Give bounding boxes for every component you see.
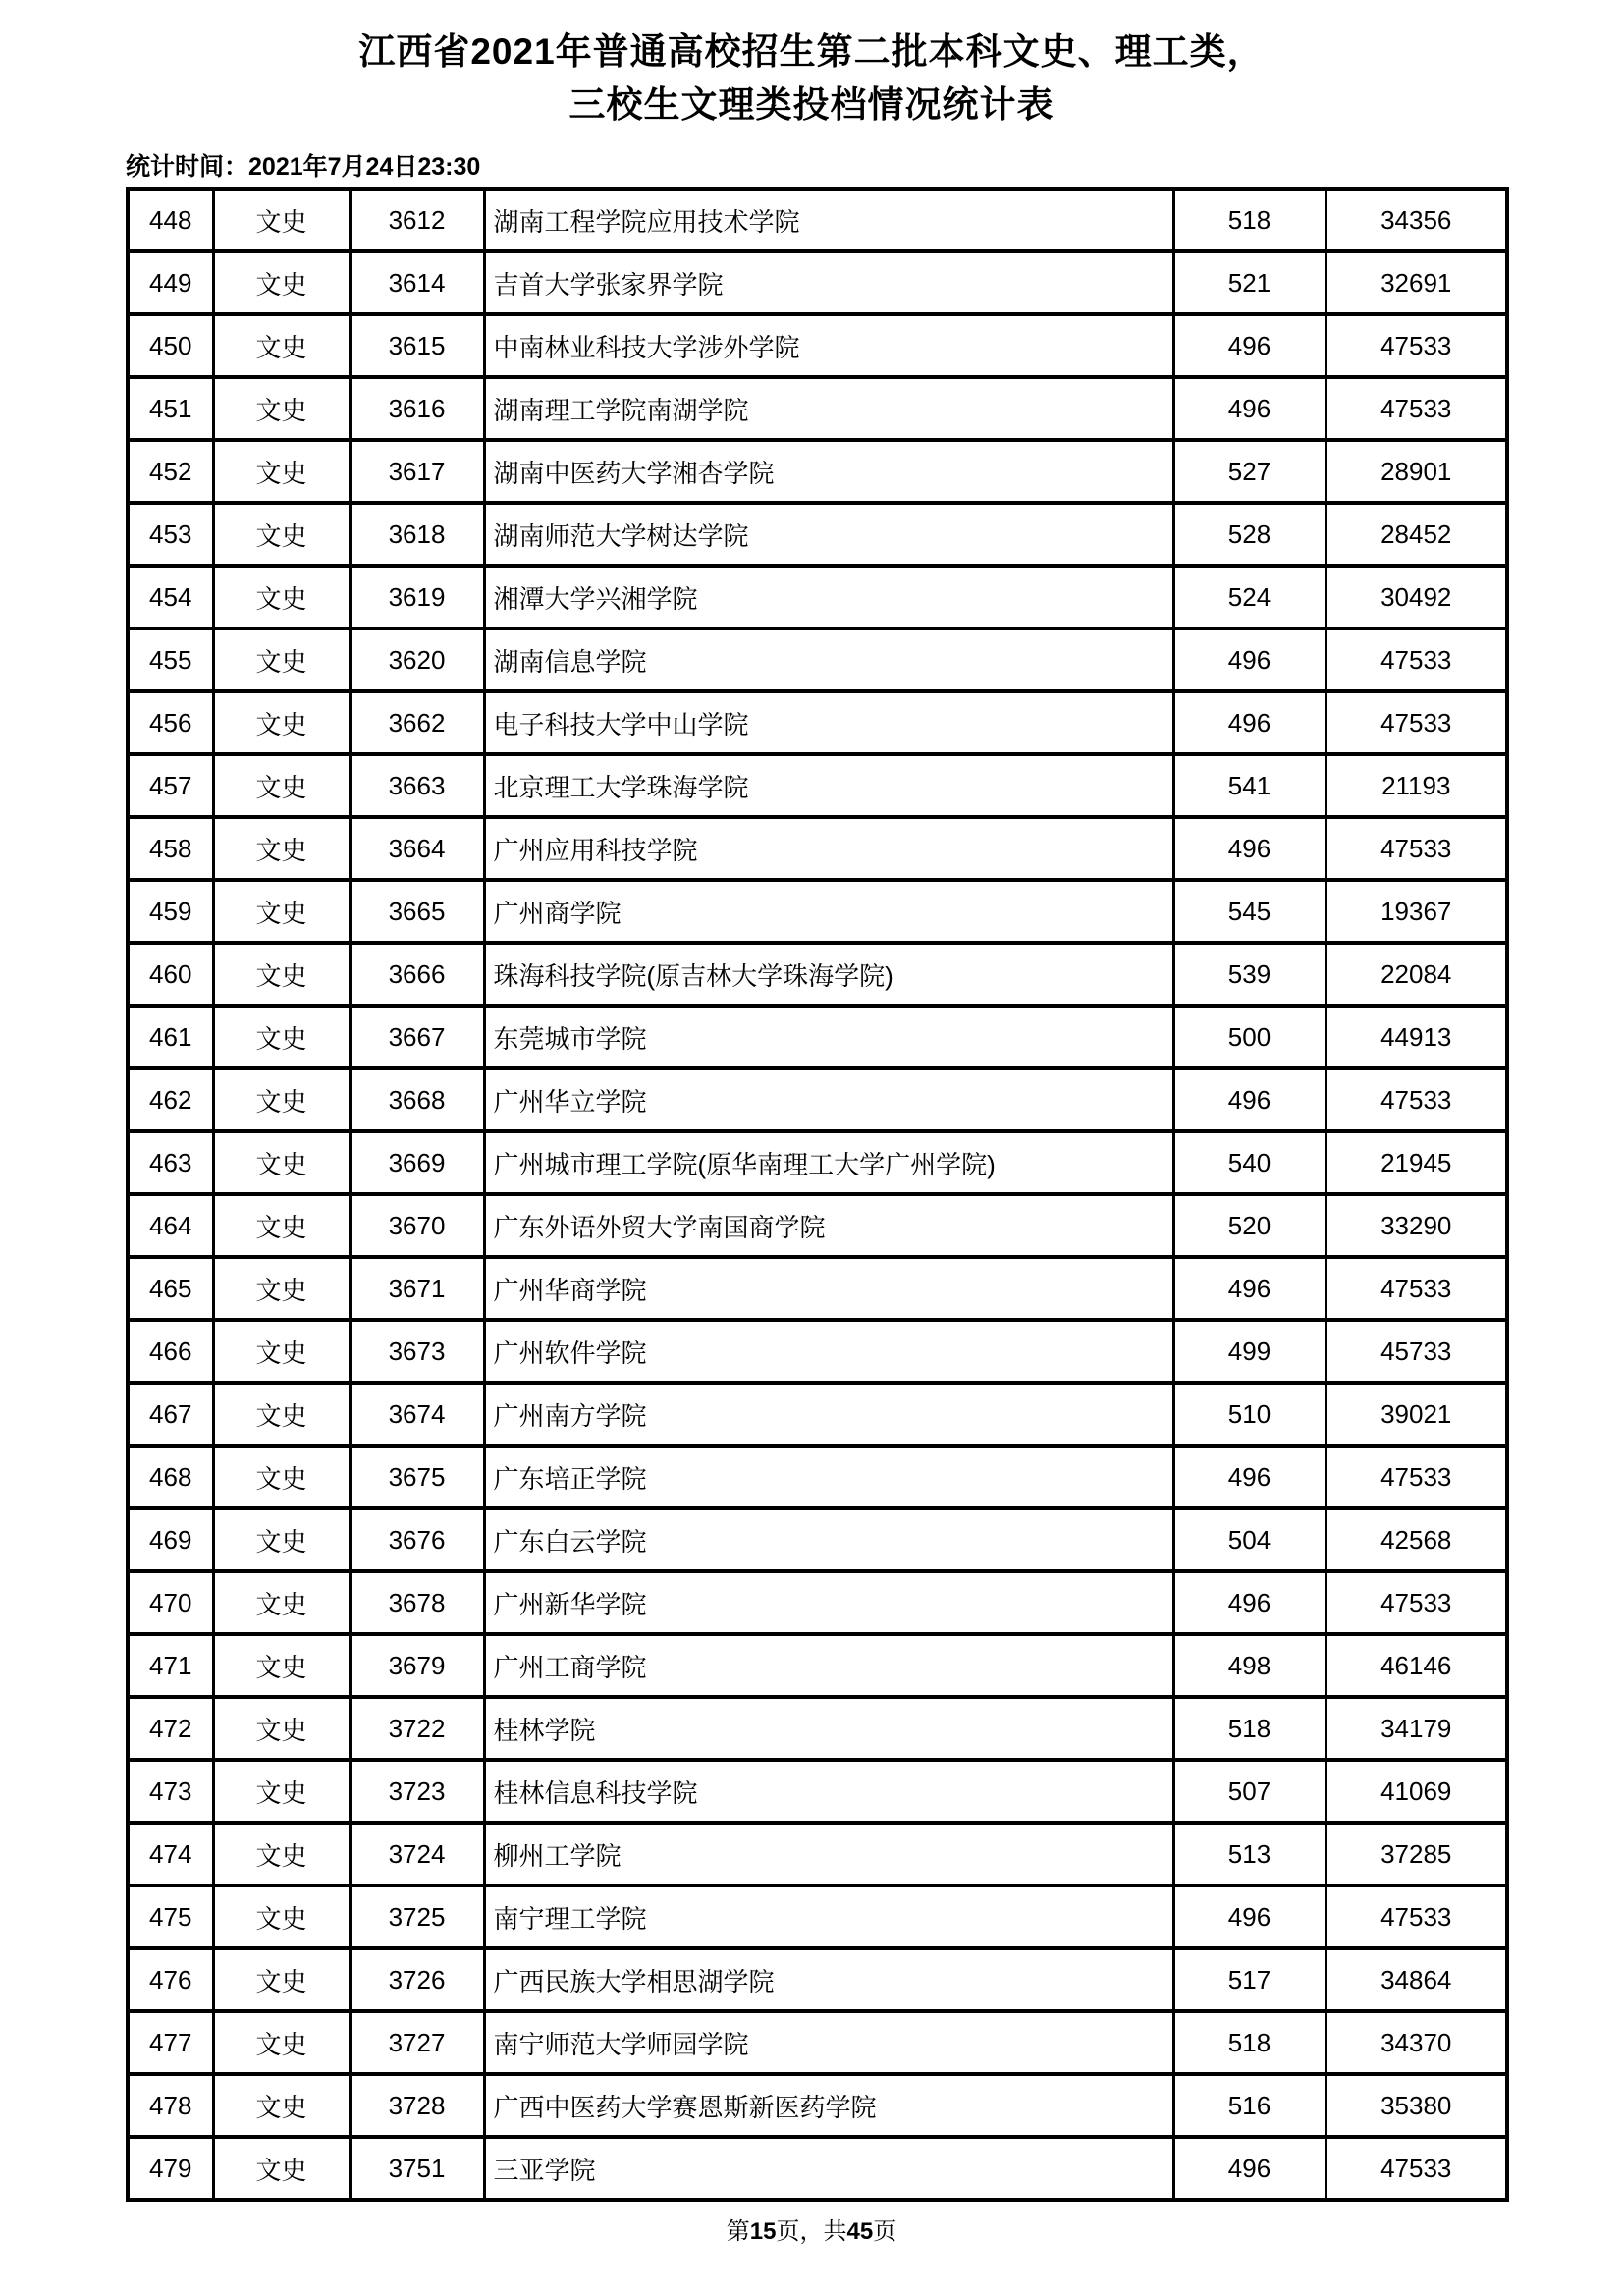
cell-school-name: 桂林学院 bbox=[484, 1697, 1173, 1760]
cell-category: 文史 bbox=[213, 1257, 350, 1320]
cell-school-name: 广东白云学院 bbox=[484, 1508, 1173, 1571]
page-footer bbox=[0, 2217, 1623, 2247]
cell-school-code: 3674 bbox=[350, 1383, 484, 1446]
cell-category: 文史 bbox=[213, 1634, 350, 1697]
footer-total-pages: 45 bbox=[846, 2218, 874, 2245]
cell-row-number: 476 bbox=[128, 1948, 213, 2011]
cell-school-name: 广州华商学院 bbox=[484, 1257, 1173, 1320]
cell-rank: 37285 bbox=[1325, 1823, 1507, 1886]
cell-score: 518 bbox=[1173, 2011, 1325, 2074]
cell-score: 518 bbox=[1173, 1697, 1325, 1760]
cell-school-code: 3618 bbox=[350, 503, 484, 566]
cell-school-code: 3723 bbox=[350, 1760, 484, 1823]
cell-row-number: 450 bbox=[128, 314, 213, 377]
cell-school-name: 三亚学院 bbox=[484, 2137, 1173, 2200]
cell-rank: 46146 bbox=[1325, 1634, 1507, 1697]
cell-school-name: 中南林业科技大学涉外学院 bbox=[484, 314, 1173, 377]
cell-row-number: 459 bbox=[128, 880, 213, 943]
cell-score: 540 bbox=[1173, 1131, 1325, 1194]
cell-rank: 47533 bbox=[1325, 629, 1507, 691]
cell-rank: 22084 bbox=[1325, 943, 1507, 1006]
table-row bbox=[128, 1760, 1507, 1823]
cell-row-number: 448 bbox=[128, 189, 213, 251]
cell-category: 文史 bbox=[213, 1446, 350, 1508]
cell-school-code: 3671 bbox=[350, 1257, 484, 1320]
cell-school-name: 广州商学院 bbox=[484, 880, 1173, 943]
cell-school-code: 3616 bbox=[350, 377, 484, 440]
cell-category: 文史 bbox=[213, 1194, 350, 1257]
cell-category: 文史 bbox=[213, 1068, 350, 1131]
cell-row-number: 460 bbox=[128, 943, 213, 1006]
cell-school-name: 广州工商学院 bbox=[484, 1634, 1173, 1697]
cell-school-code: 3615 bbox=[350, 314, 484, 377]
cell-score: 507 bbox=[1173, 1760, 1325, 1823]
cell-score: 521 bbox=[1173, 251, 1325, 314]
cell-school-name: 广州应用科技学院 bbox=[484, 817, 1173, 880]
cell-category: 文史 bbox=[213, 880, 350, 943]
cell-school-name: 广州软件学院 bbox=[484, 1320, 1173, 1383]
stat-time bbox=[126, 151, 1623, 183]
cell-school-code: 3662 bbox=[350, 691, 484, 754]
cell-school-code: 3614 bbox=[350, 251, 484, 314]
table-row bbox=[128, 1320, 1507, 1383]
cell-score: 500 bbox=[1173, 1006, 1325, 1068]
cell-score: 527 bbox=[1173, 440, 1325, 503]
table-row bbox=[128, 629, 1507, 691]
cell-rank: 47533 bbox=[1325, 377, 1507, 440]
cell-rank: 21193 bbox=[1325, 754, 1507, 817]
table-row bbox=[128, 880, 1507, 943]
footer-suffix: 页 bbox=[873, 2218, 897, 2245]
cell-row-number: 454 bbox=[128, 566, 213, 629]
table-row bbox=[128, 1006, 1507, 1068]
cell-row-number: 473 bbox=[128, 1760, 213, 1823]
cell-score: 496 bbox=[1173, 629, 1325, 691]
table-row bbox=[128, 943, 1507, 1006]
footer-prefix: 第 bbox=[726, 2218, 750, 2245]
cell-school-name: 广东培正学院 bbox=[484, 1446, 1173, 1508]
cell-category: 文史 bbox=[213, 440, 350, 503]
cell-row-number: 469 bbox=[128, 1508, 213, 1571]
footer-page-number: 15 bbox=[749, 2218, 777, 2245]
table-row bbox=[128, 754, 1507, 817]
cell-row-number: 462 bbox=[128, 1068, 213, 1131]
cell-rank: 47533 bbox=[1325, 1257, 1507, 1320]
cell-school-code: 3620 bbox=[350, 629, 484, 691]
cell-rank: 34356 bbox=[1325, 189, 1507, 251]
cell-school-code: 3728 bbox=[350, 2074, 484, 2137]
cell-school-code: 3663 bbox=[350, 754, 484, 817]
cell-row-number: 479 bbox=[128, 2137, 213, 2200]
cell-school-code: 3726 bbox=[350, 1948, 484, 2011]
cell-school-name: 湖南工程学院应用技术学院 bbox=[484, 189, 1173, 251]
table-row bbox=[128, 1634, 1507, 1697]
cell-score: 517 bbox=[1173, 1948, 1325, 2011]
table-row bbox=[128, 1508, 1507, 1571]
cell-school-name: 广州南方学院 bbox=[484, 1383, 1173, 1446]
cell-school-name: 湖南理工学院南湖学院 bbox=[484, 377, 1173, 440]
cell-row-number: 458 bbox=[128, 817, 213, 880]
cell-school-name: 湖南师范大学树达学院 bbox=[484, 503, 1173, 566]
cell-category: 文史 bbox=[213, 189, 350, 251]
cell-category: 文史 bbox=[213, 2074, 350, 2137]
cell-row-number: 475 bbox=[128, 1886, 213, 1948]
table-row bbox=[128, 314, 1507, 377]
cell-school-name: 珠海科技学院(原吉林大学珠海学院) bbox=[484, 943, 1173, 1006]
cell-school-code: 3617 bbox=[350, 440, 484, 503]
cell-row-number: 478 bbox=[128, 2074, 213, 2137]
cell-score: 539 bbox=[1173, 943, 1325, 1006]
cell-rank: 47533 bbox=[1325, 314, 1507, 377]
cell-school-code: 3678 bbox=[350, 1571, 484, 1634]
cell-rank: 30492 bbox=[1325, 566, 1507, 629]
cell-rank: 45733 bbox=[1325, 1320, 1507, 1383]
cell-school-code: 3669 bbox=[350, 1131, 484, 1194]
cell-score: 496 bbox=[1173, 817, 1325, 880]
cell-score: 496 bbox=[1173, 2137, 1325, 2200]
cell-score: 513 bbox=[1173, 1823, 1325, 1886]
cell-rank: 35380 bbox=[1325, 2074, 1507, 2137]
table-row bbox=[128, 1194, 1507, 1257]
table-row bbox=[128, 251, 1507, 314]
cell-category: 文史 bbox=[213, 691, 350, 754]
table-row bbox=[128, 1068, 1507, 1131]
cell-category: 文史 bbox=[213, 1948, 350, 2011]
cell-rank: 47533 bbox=[1325, 817, 1507, 880]
cell-school-name: 广西中医药大学赛恩斯新医药学院 bbox=[484, 2074, 1173, 2137]
cell-school-name: 桂林信息科技学院 bbox=[484, 1760, 1173, 1823]
cell-rank: 42568 bbox=[1325, 1508, 1507, 1571]
cell-school-name: 东莞城市学院 bbox=[484, 1006, 1173, 1068]
cell-rank: 34864 bbox=[1325, 1948, 1507, 2011]
table-row bbox=[128, 2011, 1507, 2074]
cell-row-number: 468 bbox=[128, 1446, 213, 1508]
cell-rank: 39021 bbox=[1325, 1383, 1507, 1446]
cell-category: 文史 bbox=[213, 1320, 350, 1383]
cell-score: 496 bbox=[1173, 1446, 1325, 1508]
cell-school-code: 3612 bbox=[350, 189, 484, 251]
table-row bbox=[128, 1823, 1507, 1886]
cell-school-name: 广州城市理工学院(原华南理工大学广州学院) bbox=[484, 1131, 1173, 1194]
cell-school-code: 3679 bbox=[350, 1634, 484, 1697]
cell-score: 496 bbox=[1173, 1068, 1325, 1131]
cell-rank: 47533 bbox=[1325, 1571, 1507, 1634]
stat-time-value: 2021年7月24日23:30 bbox=[248, 153, 481, 181]
cell-category: 文史 bbox=[213, 251, 350, 314]
table-row bbox=[128, 1948, 1507, 2011]
cell-rank: 44913 bbox=[1325, 1006, 1507, 1068]
cell-score: 528 bbox=[1173, 503, 1325, 566]
cell-rank: 33290 bbox=[1325, 1194, 1507, 1257]
cell-rank: 34179 bbox=[1325, 1697, 1507, 1760]
cell-school-code: 3619 bbox=[350, 566, 484, 629]
table-row bbox=[128, 1446, 1507, 1508]
cell-category: 文史 bbox=[213, 629, 350, 691]
cell-row-number: 471 bbox=[128, 1634, 213, 1697]
cell-score: 496 bbox=[1173, 314, 1325, 377]
cell-school-name: 南宁师范大学师园学院 bbox=[484, 2011, 1173, 2074]
cell-row-number: 451 bbox=[128, 377, 213, 440]
cell-score: 496 bbox=[1173, 1257, 1325, 1320]
cell-category: 文史 bbox=[213, 1508, 350, 1571]
cell-rank: 47533 bbox=[1325, 691, 1507, 754]
cell-score: 496 bbox=[1173, 1571, 1325, 1634]
cell-score: 496 bbox=[1173, 377, 1325, 440]
table-row bbox=[128, 1571, 1507, 1634]
cell-category: 文史 bbox=[213, 566, 350, 629]
cell-row-number: 455 bbox=[128, 629, 213, 691]
cell-school-code: 3676 bbox=[350, 1508, 484, 1571]
cell-rank: 32691 bbox=[1325, 251, 1507, 314]
cell-score: 520 bbox=[1173, 1194, 1325, 1257]
cell-category: 文史 bbox=[213, 1697, 350, 1760]
table-row bbox=[128, 691, 1507, 754]
cell-school-name: 柳州工学院 bbox=[484, 1823, 1173, 1886]
cell-school-code: 3751 bbox=[350, 2137, 484, 2200]
cell-category: 文史 bbox=[213, 754, 350, 817]
title-line-1: 江西省2021年普通高校招生第二批本科文史、理工类， bbox=[358, 31, 1265, 72]
table-row bbox=[128, 1131, 1507, 1194]
cell-school-name: 北京理工大学珠海学院 bbox=[484, 754, 1173, 817]
cell-row-number: 477 bbox=[128, 2011, 213, 2074]
cell-row-number: 470 bbox=[128, 1571, 213, 1634]
cell-rank: 34370 bbox=[1325, 2011, 1507, 2074]
cell-rank: 41069 bbox=[1325, 1760, 1507, 1823]
stat-time-label: 统计时间： bbox=[126, 153, 249, 181]
cell-school-code: 3664 bbox=[350, 817, 484, 880]
cell-score: 510 bbox=[1173, 1383, 1325, 1446]
cell-rank: 21945 bbox=[1325, 1131, 1507, 1194]
table-row bbox=[128, 817, 1507, 880]
cell-school-code: 3668 bbox=[350, 1068, 484, 1131]
cell-score: 524 bbox=[1173, 566, 1325, 629]
table-row bbox=[128, 189, 1507, 251]
cell-school-name: 南宁理工学院 bbox=[484, 1886, 1173, 1948]
cell-rank: 47533 bbox=[1325, 1446, 1507, 1508]
cell-category: 文史 bbox=[213, 377, 350, 440]
cell-row-number: 461 bbox=[128, 1006, 213, 1068]
cell-category: 文史 bbox=[213, 1383, 350, 1446]
cell-row-number: 467 bbox=[128, 1383, 213, 1446]
cell-row-number: 474 bbox=[128, 1823, 213, 1886]
cell-school-name: 吉首大学张家界学院 bbox=[484, 251, 1173, 314]
cell-school-name: 湘潭大学兴湘学院 bbox=[484, 566, 1173, 629]
cell-category: 文史 bbox=[213, 2137, 350, 2200]
table-row bbox=[128, 503, 1507, 566]
cell-row-number: 452 bbox=[128, 440, 213, 503]
cell-rank: 28901 bbox=[1325, 440, 1507, 503]
cell-category: 文史 bbox=[213, 1571, 350, 1634]
cell-score: 545 bbox=[1173, 880, 1325, 943]
cell-row-number: 463 bbox=[128, 1131, 213, 1194]
cell-school-name: 广东外语外贸大学南国商学院 bbox=[484, 1194, 1173, 1257]
table-row bbox=[128, 566, 1507, 629]
table-row bbox=[128, 1383, 1507, 1446]
score-table bbox=[126, 187, 1509, 2202]
cell-score: 504 bbox=[1173, 1508, 1325, 1571]
cell-category: 文史 bbox=[213, 1823, 350, 1886]
cell-rank: 19367 bbox=[1325, 880, 1507, 943]
cell-category: 文史 bbox=[213, 314, 350, 377]
table-row bbox=[128, 440, 1507, 503]
cell-category: 文史 bbox=[213, 503, 350, 566]
cell-school-name: 广州华立学院 bbox=[484, 1068, 1173, 1131]
cell-school-name: 湖南信息学院 bbox=[484, 629, 1173, 691]
title-line-2: 三校生文理类投档情况统计表 bbox=[568, 84, 1055, 125]
cell-category: 文史 bbox=[213, 1131, 350, 1194]
cell-school-name: 湖南中医药大学湘杏学院 bbox=[484, 440, 1173, 503]
cell-rank: 47533 bbox=[1325, 2137, 1507, 2200]
cell-category: 文史 bbox=[213, 2011, 350, 2074]
cell-row-number: 457 bbox=[128, 754, 213, 817]
cell-row-number: 456 bbox=[128, 691, 213, 754]
cell-score: 496 bbox=[1173, 1886, 1325, 1948]
cell-school-code: 3666 bbox=[350, 943, 484, 1006]
cell-school-code: 3675 bbox=[350, 1446, 484, 1508]
cell-category: 文史 bbox=[213, 1886, 350, 1948]
cell-rank: 47533 bbox=[1325, 1886, 1507, 1948]
cell-row-number: 449 bbox=[128, 251, 213, 314]
cell-rank: 47533 bbox=[1325, 1068, 1507, 1131]
cell-category: 文史 bbox=[213, 1760, 350, 1823]
footer-middle: 页，共 bbox=[776, 2218, 847, 2245]
table-row bbox=[128, 2137, 1507, 2200]
cell-row-number: 464 bbox=[128, 1194, 213, 1257]
cell-school-code: 3722 bbox=[350, 1697, 484, 1760]
cell-school-name: 广西民族大学相思湖学院 bbox=[484, 1948, 1173, 2011]
cell-school-code: 3724 bbox=[350, 1823, 484, 1886]
cell-school-code: 3670 bbox=[350, 1194, 484, 1257]
cell-school-code: 3667 bbox=[350, 1006, 484, 1068]
cell-school-name: 广州新华学院 bbox=[484, 1571, 1173, 1634]
table-row bbox=[128, 1886, 1507, 1948]
table-row bbox=[128, 377, 1507, 440]
cell-score: 499 bbox=[1173, 1320, 1325, 1383]
score-table-body bbox=[128, 189, 1507, 2200]
cell-rank: 28452 bbox=[1325, 503, 1507, 566]
cell-score: 496 bbox=[1173, 691, 1325, 754]
cell-score: 498 bbox=[1173, 1634, 1325, 1697]
cell-school-name: 电子科技大学中山学院 bbox=[484, 691, 1173, 754]
cell-school-code: 3673 bbox=[350, 1320, 484, 1383]
cell-score: 518 bbox=[1173, 189, 1325, 251]
cell-score: 541 bbox=[1173, 754, 1325, 817]
cell-row-number: 472 bbox=[128, 1697, 213, 1760]
cell-score: 516 bbox=[1173, 2074, 1325, 2137]
cell-category: 文史 bbox=[213, 817, 350, 880]
table-row bbox=[128, 2074, 1507, 2137]
cell-row-number: 453 bbox=[128, 503, 213, 566]
document-title bbox=[0, 0, 1623, 132]
cell-category: 文史 bbox=[213, 1006, 350, 1068]
table-row bbox=[128, 1257, 1507, 1320]
cell-school-code: 3725 bbox=[350, 1886, 484, 1948]
cell-school-code: 3727 bbox=[350, 2011, 484, 2074]
table-row bbox=[128, 1697, 1507, 1760]
cell-row-number: 465 bbox=[128, 1257, 213, 1320]
cell-category: 文史 bbox=[213, 943, 350, 1006]
cell-row-number: 466 bbox=[128, 1320, 213, 1383]
cell-school-code: 3665 bbox=[350, 880, 484, 943]
